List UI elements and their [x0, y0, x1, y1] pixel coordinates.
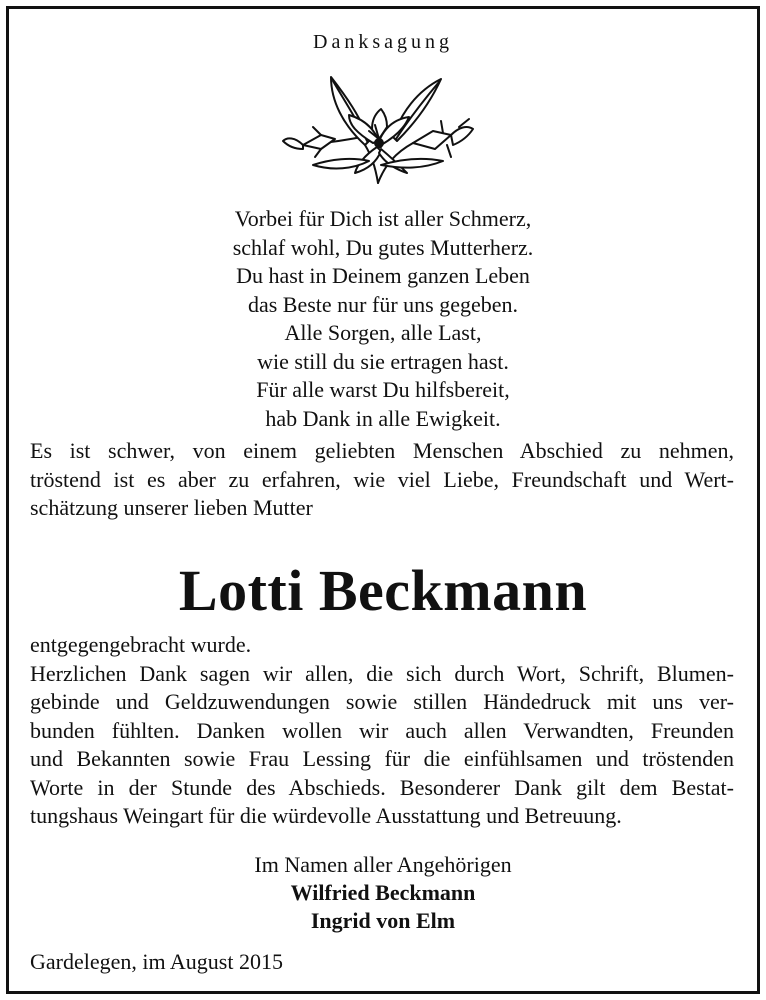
text-line: Herzlichen Dank sagen wir allen, die sich durch Wort, Schrift, Blumen- — [30, 660, 734, 686]
text-line: bunden fühlten. Danken wollen wir auch allen Verwandten, Freunden — [30, 717, 734, 743]
signature-intro: Im Namen aller Angehörigen — [254, 852, 512, 877]
memorial-poem — [9, 205, 757, 433]
poem-line: Du hast in Deinem ganzen Leben — [236, 263, 530, 288]
obituary-notice — [6, 6, 760, 994]
poem-line: Alle Sorgen, alle Last, — [284, 320, 482, 345]
poem-line: wie still du sie ertragen hast. — [257, 348, 509, 374]
text-line: gebinde und Geldzuwendungen sowie stillen Händedruck mit uns ver- — [30, 689, 734, 714]
intro-paragraph — [30, 437, 734, 523]
text-line: entgegengebracht wurde. — [30, 632, 252, 657]
text-line: schätzung unserer lieben Mutter — [30, 495, 313, 520]
text-line: tröstend ist es aber zu erfahren, wie viel Liebe, Freundschaft und Wert- — [30, 466, 734, 492]
text-line: Worte in der Stunde des Abschieds. Besonderer Dank gilt dem Bestat- — [30, 774, 734, 800]
poem-line: schlaf wohl, Du gutes Mutterherz. — [232, 234, 534, 260]
lily-flowers-icon — [273, 65, 483, 195]
signatory-name: Wilfried Beckmann — [290, 880, 476, 905]
signature-block — [9, 851, 757, 935]
poem-line: hab Dank in alle Ewigkeit. — [265, 405, 501, 431]
deceased-name: Lotti Beckmann — [178, 558, 588, 623]
notice-heading: Danksagung — [313, 31, 453, 53]
thanks-paragraph — [30, 631, 734, 831]
place-and-date: Gardelegen, im August 2015 — [30, 949, 283, 974]
poem-line: Vorbei für Dich ist aller Schmerz, — [234, 206, 532, 231]
poem-line: Für alle warst Du hilfsbereit, — [256, 377, 510, 402]
text-line: Es ist schwer, von einem geliebten Menschen Abschied zu nehmen, — [30, 438, 734, 463]
poem-line: das Beste nur für uns gegeben. — [247, 291, 519, 317]
text-line: und Bekannten sowie Frau Lessing für die einfühlsamen und tröstenden — [30, 746, 734, 771]
text-line: tungshaus Weingart für die würdevolle Ausstattung und Betreuung. — [30, 803, 622, 828]
signatory-name: Ingrid von Elm — [310, 908, 456, 933]
